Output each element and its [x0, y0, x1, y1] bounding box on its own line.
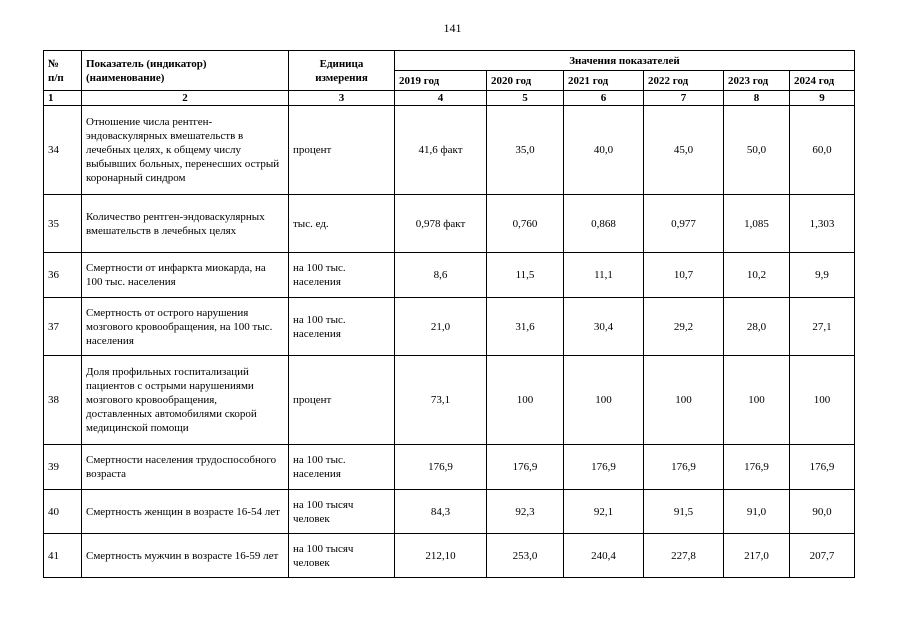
row-value: 1,085: [724, 195, 790, 253]
row-number: 35: [44, 195, 82, 253]
row-unit: процент: [289, 356, 395, 445]
row-value: 29,2: [644, 298, 724, 356]
row-value: 0,977: [644, 195, 724, 253]
row-value: 11,5: [487, 253, 564, 298]
table-row: [44, 356, 855, 445]
row-value: 91,5: [644, 490, 724, 534]
header-indicator-line-1: Показатель (индикатор): [86, 57, 207, 70]
row-number: 40: [44, 490, 82, 534]
header-unit-line-2: измерения: [315, 71, 368, 84]
table-row: [44, 298, 855, 356]
column-number: 2: [82, 91, 289, 106]
row-value: 90,0: [790, 490, 855, 534]
header-year: 2019 год: [395, 71, 487, 91]
column-number: 9: [790, 91, 855, 106]
row-value: 240,4: [564, 534, 644, 578]
row-number: 34: [44, 106, 82, 195]
row-number: 36: [44, 253, 82, 298]
row-value: 92,1: [564, 490, 644, 534]
row-indicator: Смертность мужчин в возрасте 16-59 лет: [82, 534, 289, 578]
table-row: [44, 253, 855, 298]
row-unit: тыс. ед.: [289, 195, 395, 253]
row-value: 176,9: [487, 445, 564, 490]
row-value: 253,0: [487, 534, 564, 578]
row-value: 176,9: [644, 445, 724, 490]
table-row: [44, 534, 855, 578]
row-value: 84,3: [395, 490, 487, 534]
row-value: 176,9: [790, 445, 855, 490]
header-unit: [289, 51, 395, 91]
row-value: 100: [564, 356, 644, 445]
header-year: 2024 год: [790, 71, 855, 91]
row-value: 92,3: [487, 490, 564, 534]
row-unit: на 100 тыс. населения: [289, 253, 395, 298]
row-unit: процент: [289, 106, 395, 195]
row-indicator: Отношение числа рентген-эндоваскулярных вмешательств в лечебных целях, к общему числу выбывших больных, перенесших острый коронарный синдром: [82, 106, 289, 195]
row-value: 11,1: [564, 253, 644, 298]
row-value: 50,0: [724, 106, 790, 195]
header-year: 2023 год: [724, 71, 790, 91]
row-value: 41,6 факт: [395, 106, 487, 195]
header-num: [44, 51, 82, 91]
row-indicator: Смертность от острого нарушения мозгового кровообращения, на 100 тыс. населения: [82, 298, 289, 356]
column-number: 1: [44, 91, 82, 106]
row-value: 40,0: [564, 106, 644, 195]
indicators-table: [43, 50, 855, 578]
header-unit-line-1: Единица: [319, 57, 364, 70]
row-value: 10,2: [724, 253, 790, 298]
row-indicator: Количество рентген-эндоваскулярных вмешательств в лечебных целях: [82, 195, 289, 253]
table-row: [44, 490, 855, 534]
row-unit: на 100 тыс. населения: [289, 445, 395, 490]
row-value: 91,0: [724, 490, 790, 534]
row-value: 73,1: [395, 356, 487, 445]
table-row: [44, 195, 855, 253]
row-value: 100: [790, 356, 855, 445]
row-value: 9,9: [790, 253, 855, 298]
table-row: [44, 106, 855, 195]
header-num-line-2: п/п: [48, 71, 64, 84]
header-year: 2020 год: [487, 71, 564, 91]
row-number: 39: [44, 445, 82, 490]
table-row: [44, 445, 855, 490]
column-number: 8: [724, 91, 790, 106]
row-value: 176,9: [395, 445, 487, 490]
row-unit: на 100 тысяч человек: [289, 490, 395, 534]
row-value: 176,9: [724, 445, 790, 490]
row-value: 35,0: [487, 106, 564, 195]
header-indicator: [82, 51, 289, 91]
row-value: 21,0: [395, 298, 487, 356]
row-value: 28,0: [724, 298, 790, 356]
row-unit: на 100 тысяч человек: [289, 534, 395, 578]
row-value: 30,4: [564, 298, 644, 356]
row-indicator: Смертность женщин в возрасте 16-54 лет: [82, 490, 289, 534]
header-indicator-line-2: (наименование): [86, 71, 165, 84]
row-value: 8,6: [395, 253, 487, 298]
column-number: 4: [395, 91, 487, 106]
row-value: 100: [487, 356, 564, 445]
header-year: 2022 год: [644, 71, 724, 91]
row-number: 37: [44, 298, 82, 356]
row-value: 176,9: [564, 445, 644, 490]
row-value: 227,8: [644, 534, 724, 578]
column-number: 5: [487, 91, 564, 106]
row-value: 0,760: [487, 195, 564, 253]
row-value: 27,1: [790, 298, 855, 356]
row-value: 0,868: [564, 195, 644, 253]
row-number: 41: [44, 534, 82, 578]
header-year: 2021 год: [564, 71, 644, 91]
row-value: 207,7: [790, 534, 855, 578]
row-number: 38: [44, 356, 82, 445]
header-values: Значения показателей: [395, 51, 855, 71]
row-unit: на 100 тыс. населения: [289, 298, 395, 356]
column-number: 7: [644, 91, 724, 106]
row-value: 31,6: [487, 298, 564, 356]
column-number: 3: [289, 91, 395, 106]
row-indicator: Смертности населения трудоспособного возраста: [82, 445, 289, 490]
header-num-line-1: №: [48, 57, 60, 70]
page-number: 141: [443, 21, 462, 35]
row-value: 45,0: [644, 106, 724, 195]
row-value: 100: [644, 356, 724, 445]
column-number: 6: [564, 91, 644, 106]
row-indicator: Доля профильных госпитализаций пациентов с острыми нарушениями мозгового кровообращения, доставленных автомобилями скорой медицинской помощи: [82, 356, 289, 445]
row-indicator: Смертности от инфаркта миокарда, на 100 тыс. населения: [82, 253, 289, 298]
row-value: 100: [724, 356, 790, 445]
row-value: 1,303: [790, 195, 855, 253]
row-value: 217,0: [724, 534, 790, 578]
row-value: 10,7: [644, 253, 724, 298]
row-value: 0,978 факт: [395, 195, 487, 253]
row-value: 212,10: [395, 534, 487, 578]
row-value: 60,0: [790, 106, 855, 195]
